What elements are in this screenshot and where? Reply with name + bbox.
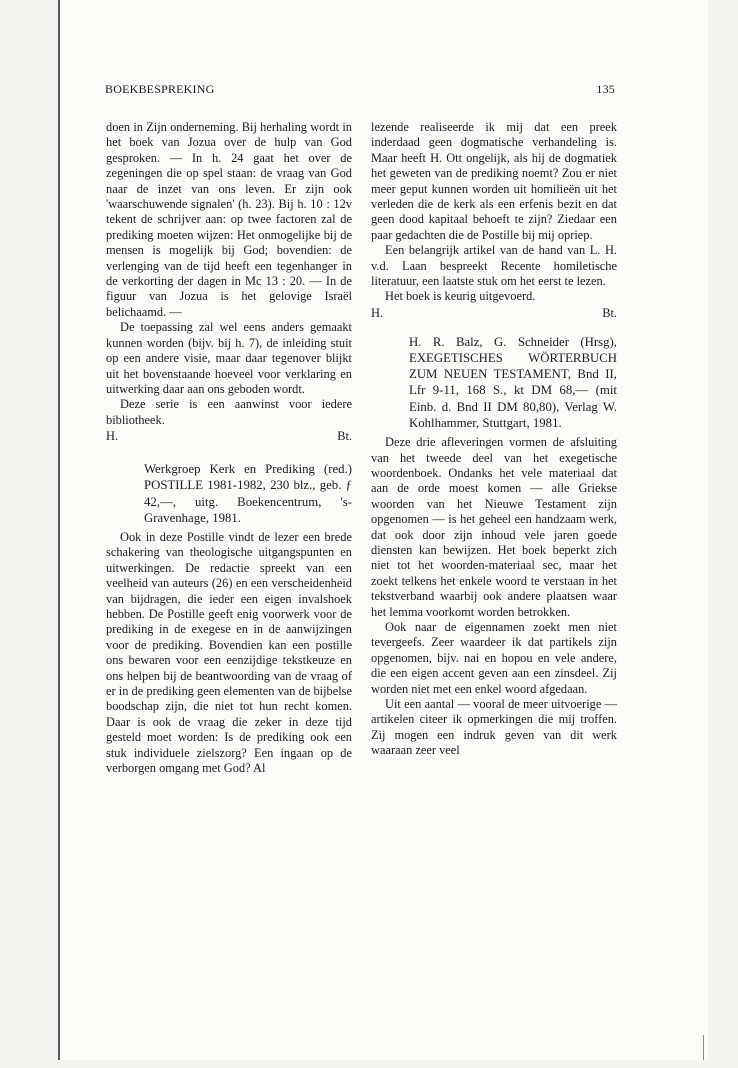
book-reference-postille: Werkgroep Kerk en Prediking (red.) POSTILLE 1981-1982, 230 blz., geb. ƒ 42,—, uitg. Boekencentrum, 's-Gravenhage, 1981. xyxy=(144,462,352,525)
scan-right-edge xyxy=(703,1035,704,1060)
book-reference-woerterbuch: H. R. Balz, G. Schneider (Hrsg), EXEGETISCHES WÖRTERBUCH ZUM NEUEN TESTAMENT, Bnd II, Lfr 9-11, 168 S., kt DM 68,— (mit Einb. d. Bnd II DM 80,80), Verlag W. Kohlhammer, Stuttgart, 1981. xyxy=(409,334,617,430)
signature-reviewer: Bt. xyxy=(602,305,617,320)
left-paragraph-1: doen in Zijn onderneming. Bij herhaling wordt in het boek van Jozua over de hulp van God gesproken. — In h. 24 gaat het over de zegeningen die op spel staan: de vraag van God naar de inzet van ons leven. Er zijn ook 'waarschuwende signalen' (h. 23). Bij h. 10 : 12v tekent de schrijver aan: op twee factoren zal de prediking moeten wijzen: Het onmogelijke bij de mensen is mogelijk bij God; bovendien: de verlenging van de tijd heeft een tegenhanger in de verkorting der dagen in Mc 13 : 20. — In de figuur van Jozua is het gelovige Israël belichaamd. — xyxy=(106,120,352,319)
right-paragraph-2: Een belangrijk artikel van de hand van L. H. v.d. Laan bespreekt Recente homiletische literatuur, een laatste stuk om het eerst te lezen. xyxy=(371,243,617,289)
right-paragraph-4: Deze drie afleveringen vormen de afsluiting van het tweede deel van het exegetische woordenboek. Ondanks het vele materiaal dat aan de orde moest komen — alle Griekse woorden van het Nieuwe Testament zijn opgenomen — is het geheel een handzaam werk, dat ook door zijn inhoud vele jaren goede diensten kan bewijzen. Het boek beperkt zich niet tot het woorden-materiaal sec, maar het zoekt telkens het enkele woord te verstaan in het tekstverband waarbij ook andere plaatsen waar het lemma voorkomt worden betrokken. xyxy=(371,435,617,619)
scan-left-edge xyxy=(58,0,60,1060)
signature-initial: H. xyxy=(371,305,384,320)
running-head xyxy=(105,82,615,100)
right-paragraph-5: Ook naar de eigennamen zoekt men niet tevergeefs. Zeer waardeer ik dat partikels zijn opgenomen, bijv. nai en hopou en vele andere, die een eigen accent geven aan een zinsdeel. Zij worden niet met een enkel woord afgedaan. xyxy=(371,619,617,696)
left-paragraph-3: Deze serie is een aanwinst voor iedere bibliotheek. xyxy=(106,397,352,427)
review-signature-2 xyxy=(371,306,617,322)
right-paragraph-6: Uit een aantal — vooral de meer uitvoerige — artikelen citeer ik opmerkingen die mij troffen. Zij mogen een indruk geven van dit werk waaraan zeer veel xyxy=(371,697,617,758)
right-paragraph-1: lezende realiseerde ik mij dat een preek inderdaad geen dogmatische verhandeling is. Maar heeft H. Ott ongelijk, als hij de dogmatiek het geweten van de prediking noemt? Zou er niet meer geput kunnen worden uit homilieën uit het verleden die de kerk als een erfenis bezit en dat geen dood kapitaal behoeft te zijn? Ziedaar een paar gedachten die de Postille bij mij opriep. xyxy=(371,120,617,242)
page-number: 135 xyxy=(596,82,615,96)
right-column xyxy=(371,120,617,759)
left-column xyxy=(106,120,352,776)
signature-reviewer: Bt. xyxy=(337,429,352,444)
left-paragraph-4: Ook in deze Postille vindt de lezer een brede schakering van theologische uitgangspunten en uitwerkingen. De redactie spreekt van een veelheid van auteurs (26) en een verscheidenheid van bijdragen, die ieder een eigen invalshoek hebben. De Postille geeft enig voorwerk voor de prediking in de exegese en in de aanwijzingen voor de prediking. Bovendien kan een postille ons bewaren voor een eenzijdige tekstkeuze en ons helpen bij de beantwoording van de vraag of er in de prediking geen elementen van de bijbelse boodschap zijn, die niet tot hun recht komen. Daar is ook de vraag die zeker in deze tijd gesteld moet worden: Is de prediking ook een stuk individuele zielszorg? Een ingaan op de verborgen omgang met God? Al xyxy=(106,529,352,776)
right-paragraph-3: Het boek is keurig uitgevoerd. xyxy=(385,289,536,304)
left-paragraph-2: De toepassing zal wel eens anders gemaakt kunnen worden (bijv. bij h. 7), de inleiding stuit op een andere visie, maar daar tegenover blijkt uit het bovenstaande hoeveel voor verklaring en uitwerking daar aan ons geboden wordt. xyxy=(106,320,352,396)
running-head-title: BOEKBESPREKING xyxy=(105,82,215,96)
review-signature-1 xyxy=(106,429,352,445)
signature-initial: H. xyxy=(106,429,119,444)
